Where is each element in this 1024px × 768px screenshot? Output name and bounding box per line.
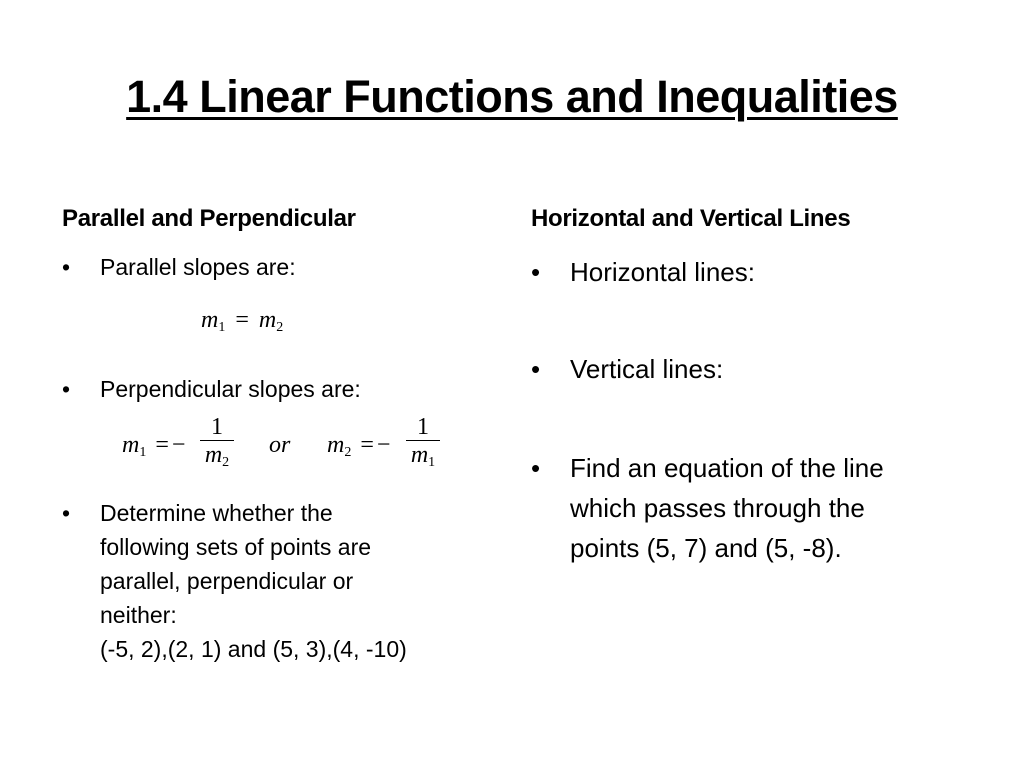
bullet-dot: • [531, 453, 541, 483]
fraction-one-over-m1: 1 $m_1$ [406, 414, 440, 477]
left-column-heading: Parallel and Perpendicular [62, 205, 356, 232]
bullet-text: Horizontal lines: [570, 257, 755, 287]
bullet-text: Find an equation of the line which passes through the points (5, 7) and (5, -8). [570, 453, 884, 563]
bullet-dot: • [62, 500, 71, 526]
slide-title-text: 1.4 Linear Functions and Inequalities [126, 71, 898, 122]
fraction-one-over-m2: 1 $m_2$ [200, 414, 234, 477]
bullet-dot: • [62, 376, 71, 402]
bullet-text: Parallel slopes are: [100, 254, 296, 280]
slide-title [0, 62, 1024, 132]
bullet-dot: • [531, 257, 541, 287]
bullet-text: Determine whether the following sets of points are parallel, perpendicular or neither: (-5, 2),(2, 1) and (5, 3),(4, -10) [100, 500, 407, 662]
bullet-text: Perpendicular slopes are: [100, 376, 361, 402]
bullet-text: Vertical lines: [570, 354, 724, 384]
right-column-heading: Horizontal and Vertical Lines [531, 205, 851, 232]
or-text: or [269, 432, 291, 458]
parallel-slope-equation: $m_1 = m_2$ [201, 307, 284, 335]
perpendicular-slope-equation: $m_1$ = − 1 $m_2$ or $m_2$ = − 1 $m_1$ [122, 430, 482, 490]
bullet-dot: • [62, 254, 71, 280]
bullet-dot: • [531, 354, 541, 384]
